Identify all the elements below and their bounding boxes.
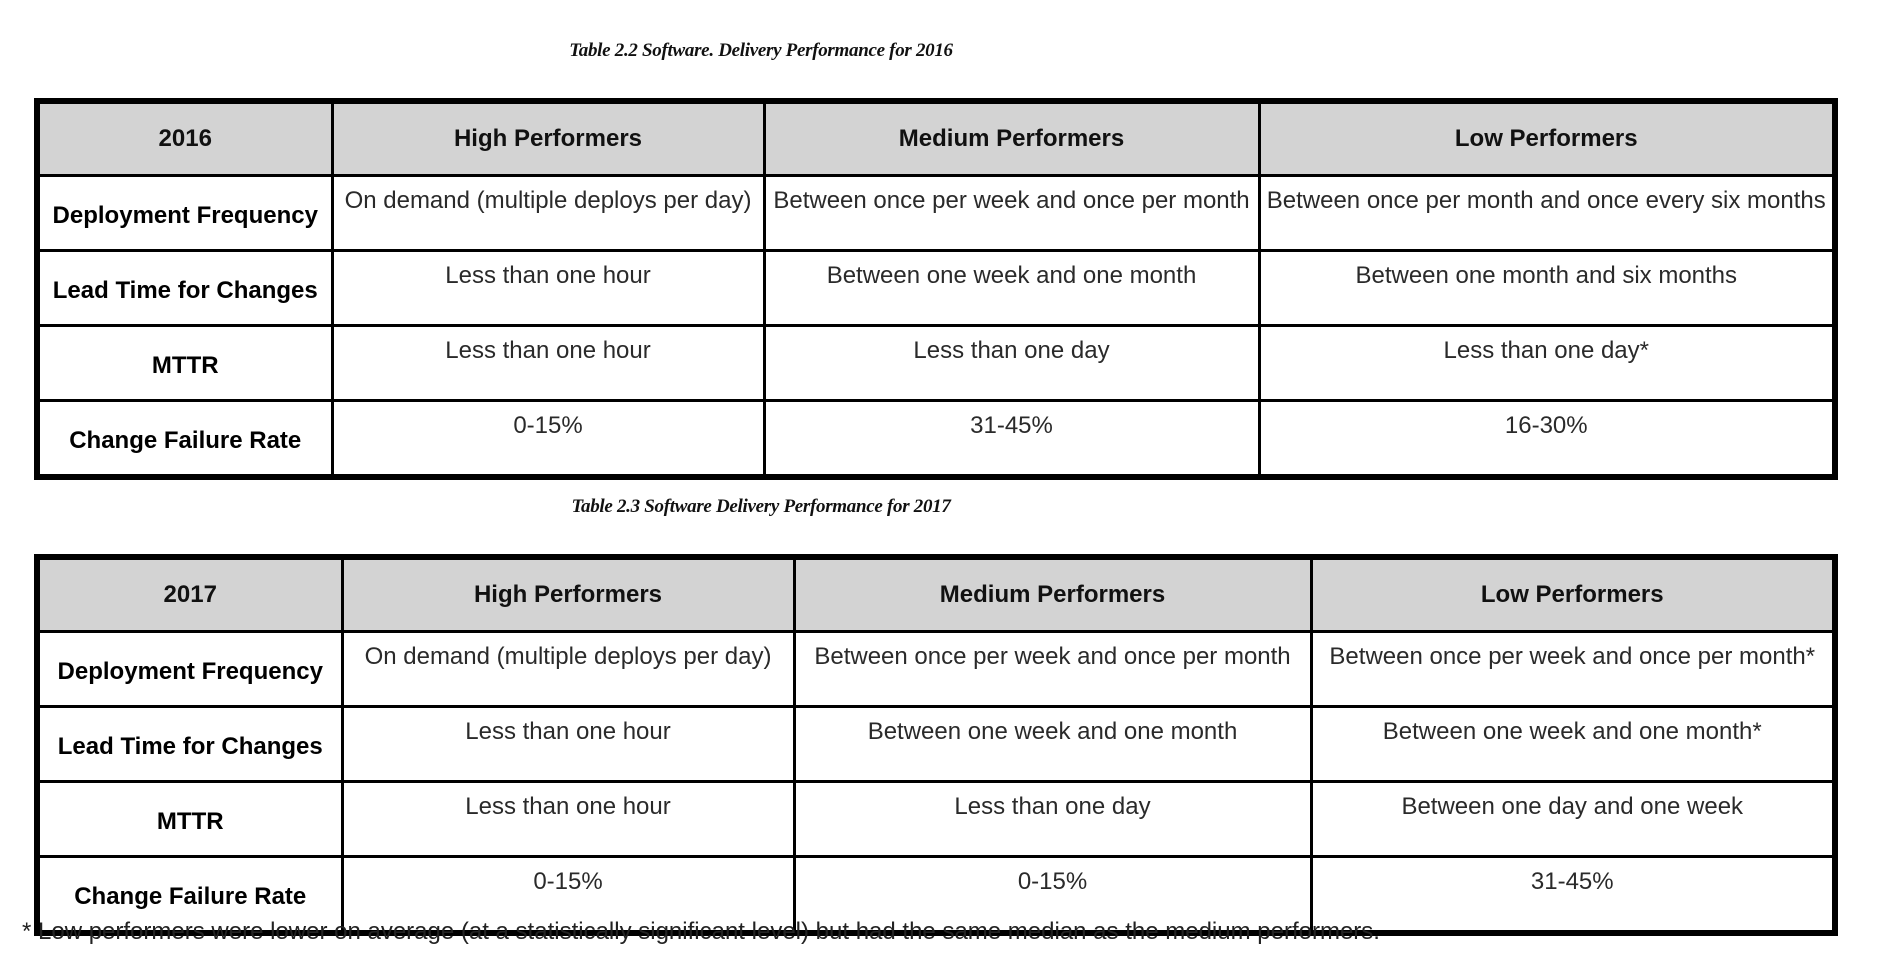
table-cell: Between once per week and once per month — [764, 176, 1259, 251]
table-cell: 16-30% — [1259, 401, 1835, 478]
table-cell: Less than one hour — [342, 707, 794, 782]
row-label: Change Failure Rate — [37, 857, 342, 934]
table-cell: Between one month and six months — [1259, 251, 1835, 326]
row-label: MTTR — [37, 326, 332, 401]
row-label: Lead Time for Changes — [37, 707, 342, 782]
table-header-row — [37, 557, 1835, 632]
header-year: 2017 — [37, 557, 342, 632]
performance-table-2016 — [34, 98, 1838, 480]
row-label: Change Failure Rate — [37, 401, 332, 478]
table-2016-caption: Table 2.2 Software. Delivery Performance for 2016 — [569, 40, 953, 61]
table-cell: 31-45% — [764, 401, 1259, 478]
header-high-performers: High Performers — [342, 557, 794, 632]
table-row — [37, 251, 1835, 326]
table-cell: 31-45% — [1311, 857, 1835, 934]
performance-table-2017 — [34, 554, 1838, 936]
header-low-performers: Low Performers — [1259, 101, 1835, 176]
row-label: MTTR — [37, 782, 342, 857]
header-low-performers: Low Performers — [1311, 557, 1835, 632]
table-cell: Less than one hour — [342, 782, 794, 857]
table-cell: Between once per month and once every six months — [1259, 176, 1835, 251]
table-cell: 0-15% — [794, 857, 1311, 934]
table-row — [37, 326, 1835, 401]
table-cell: Between one week and one month — [794, 707, 1311, 782]
table-row — [37, 632, 1835, 707]
row-label: Deployment Frequency — [37, 176, 332, 251]
table-cell: Less than one day* — [1259, 326, 1835, 401]
table-cell: 0-15% — [342, 857, 794, 934]
row-label: Deployment Frequency — [37, 632, 342, 707]
table-cell: Less than one hour — [332, 251, 764, 326]
header-high-performers: High Performers — [332, 101, 764, 176]
header-year: 2016 — [37, 101, 332, 176]
table-cell: On demand (multiple deploys per day) — [332, 176, 764, 251]
table-cell: Less than one day — [794, 782, 1311, 857]
row-label: Lead Time for Changes — [37, 251, 332, 326]
table-cell: 0-15% — [332, 401, 764, 478]
table-row — [37, 401, 1835, 478]
table-cell: Less than one hour — [332, 326, 764, 401]
footnote: * Low performers were lower on average (at a statistically significant level) but had the same median as the medium performers. — [22, 918, 1380, 945]
table-cell: Between once per week and once per month* — [1311, 632, 1835, 707]
header-medium-performers: Medium Performers — [764, 101, 1259, 176]
table-row — [37, 707, 1835, 782]
table-cell: On demand (multiple deploys per day) — [342, 632, 794, 707]
header-medium-performers: Medium Performers — [794, 557, 1311, 632]
table-cell: Less than one day — [764, 326, 1259, 401]
table-cell: Between once per week and once per month — [794, 632, 1311, 707]
table-header-row — [37, 101, 1835, 176]
table-row — [37, 176, 1835, 251]
table-2017-caption: Table 2.3 Software Delivery Performance for 2017 — [571, 496, 951, 517]
table-cell: Between one day and one week — [1311, 782, 1835, 857]
table-cell: Between one week and one month* — [1311, 707, 1835, 782]
table-row — [37, 782, 1835, 857]
table-cell: Between one week and one month — [764, 251, 1259, 326]
